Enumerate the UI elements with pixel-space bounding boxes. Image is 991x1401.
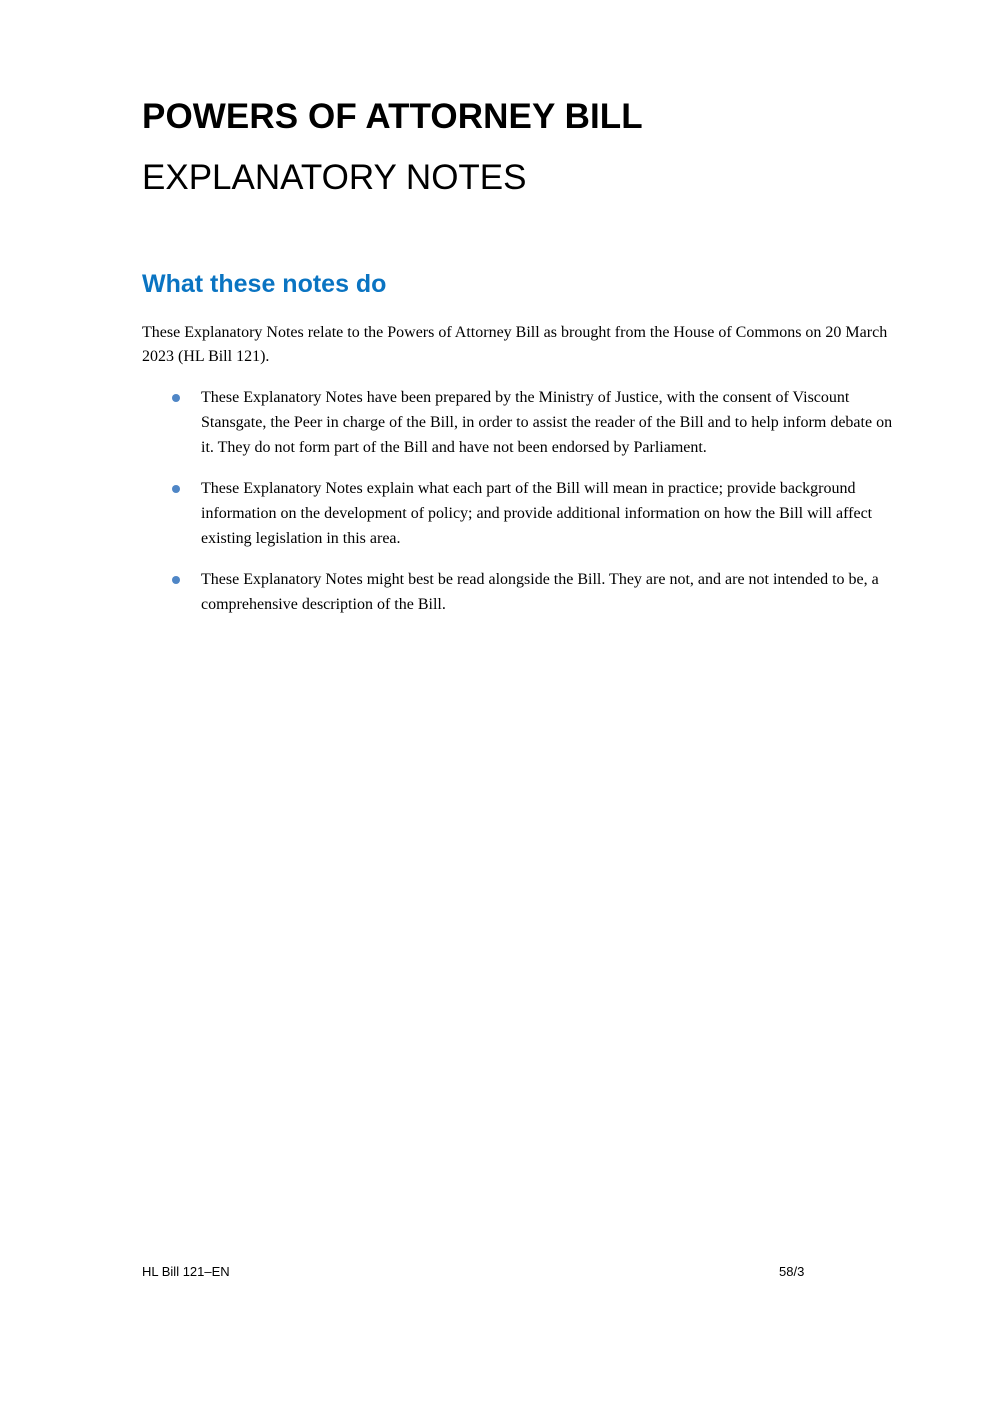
bullet-list (142, 385, 902, 633)
bullet-item (142, 476, 902, 551)
bullet-dot-icon (172, 394, 180, 402)
document-title: POWERS OF ATTORNEY BILL (142, 97, 643, 136)
bullet-text: These Explanatory Notes explain what each part of the Bill will mean in practice; provide background information on the development of policy; and provide additional information on how the Bill will affect existing legislation in this area. (201, 480, 873, 547)
bullet-text: These Explanatory Notes might best be read alongside the Bill. They are not, and are not intended to be, a comprehensive description of the Bill. (201, 571, 879, 613)
bullet-item (142, 385, 902, 460)
document-subtitle: EXPLANATORY NOTES (142, 158, 527, 197)
footer-code: 58/3 (779, 1264, 805, 1279)
bullet-dot-icon (172, 485, 180, 493)
footer-reference: HL Bill 121–EN (142, 1264, 230, 1279)
bullet-dot-icon (172, 576, 180, 584)
section-heading: What these notes do (142, 270, 387, 298)
bullet-text: These Explanatory Notes have been prepared by the Ministry of Justice, with the consent of Viscount Stansgate, the Peer in charge of the Bill, in order to assist the reader of the Bill and to help inform debate on it. They do not form part of the Bill and have not been endorsed by Parliament. (201, 389, 893, 456)
bullet-item (142, 567, 902, 617)
intro-paragraph: These Explanatory Notes relate to the Powers of Attorney Bill as brought from the House of Commons on 20 March 2023 (HL Bill 121). (142, 324, 888, 365)
